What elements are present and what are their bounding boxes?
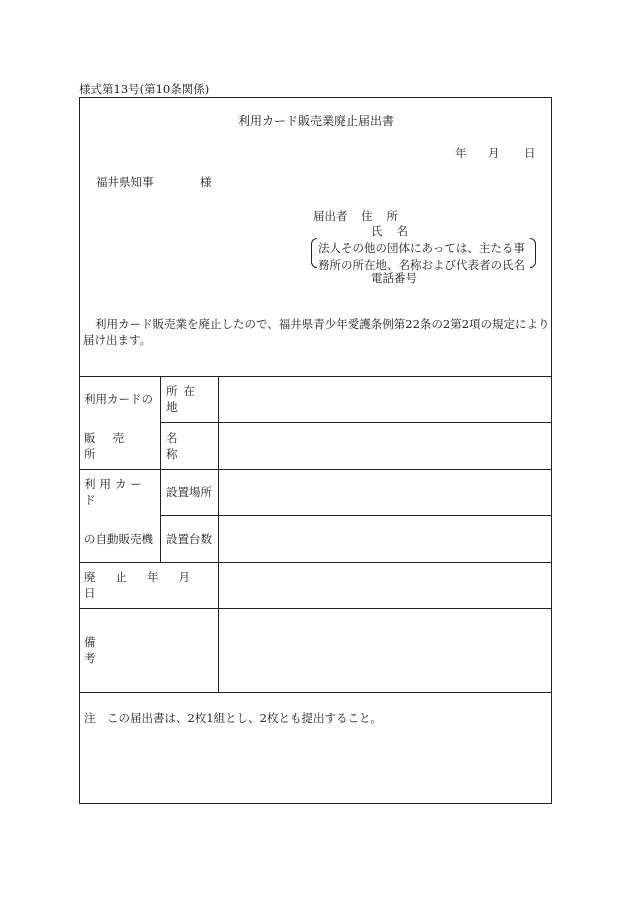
honorific: 様 — [200, 175, 212, 189]
col-divider-sub — [160, 376, 161, 562]
remarks-label: 備考 — [84, 635, 201, 665]
date-year-label: 年 — [455, 146, 467, 160]
document-title: 利用カード販売業廃止届出書 — [238, 114, 395, 128]
location-label: 所在地 — [166, 384, 201, 414]
addressee: 福井県知事 — [96, 175, 154, 189]
corporate-note-line2: 務所の所在地、名称および代表者の氏名 — [318, 258, 525, 272]
install-place-label: 設置場所 — [166, 485, 212, 499]
date-day-label: 日 — [524, 146, 536, 160]
right-bracket — [530, 238, 536, 268]
install-count-label: 設置台数 — [166, 531, 212, 546]
col-divider-value — [218, 376, 219, 692]
abolish-date-label: 廃止年月日 — [84, 570, 210, 600]
address-label: 住所 — [361, 209, 412, 223]
phone-label: 電話番号 — [371, 271, 417, 285]
date-month-label: 月 — [488, 146, 500, 160]
row-divider-note — [79, 692, 552, 693]
name-label: 氏名 — [371, 224, 422, 238]
note: 注 この届出書は、2枚1組とし、2枚とも提出すること。 — [84, 711, 382, 725]
machine-header-line2: の自動販売機 — [84, 531, 153, 546]
corporate-note — [318, 240, 525, 274]
shop-header-line1: 利用カードの — [84, 392, 153, 406]
machine-header-line1: 利用カード — [84, 477, 146, 507]
notifier-label: 届出者 — [313, 209, 348, 223]
shop-header-line2: 販売所 — [84, 430, 141, 461]
left-bracket — [311, 238, 317, 268]
form-number: 様式第13号(第10条関係) — [79, 82, 210, 96]
body-text: 利用カード販売業を廃止したので、福井県青少年愛護条例第22条の2第2項の規定により届け出ます。 — [83, 317, 550, 347]
shop-name-label: 名称 — [166, 430, 204, 461]
corporate-note-line1: 法人その他の団体にあっては、主たる事 — [318, 241, 525, 255]
